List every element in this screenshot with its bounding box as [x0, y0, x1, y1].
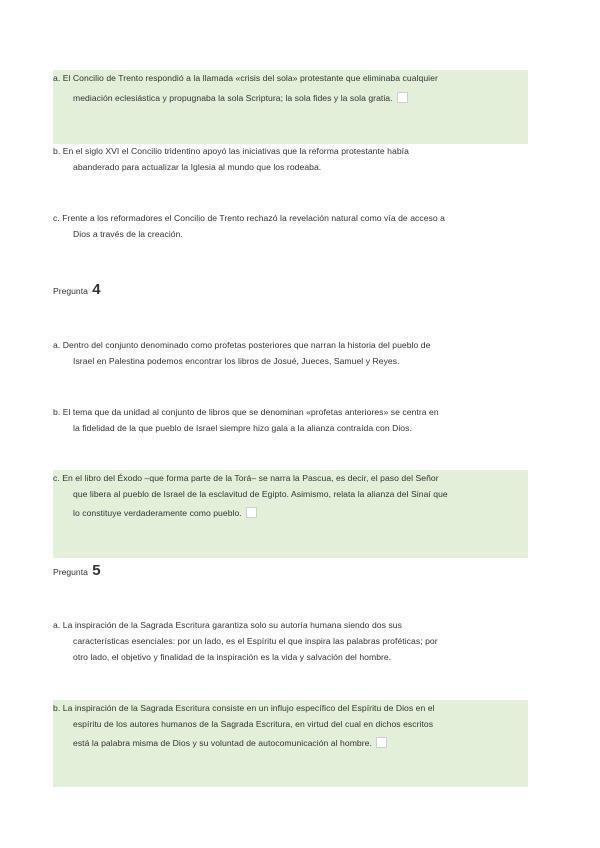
- option-text: En el libro del Éxodo –que forma parte de la Torá– se narra la Pascua, es decir, el paso del Señor: [62, 473, 439, 483]
- option-text-cont: abanderado para actualizar la Iglesia al mundo que los rodeaba.: [73, 162, 322, 172]
- q4-option-c[interactable]: [53, 470, 528, 558]
- question-label: Pregunta: [53, 567, 88, 577]
- option-text: Frente a los reformadores el Concilio de Trento rechazó la revelación natural como vía de acceso a: [62, 213, 445, 223]
- option-text-cont: otro lado, el objetivo y finalidad de la inspiración es la vida y salvación del hombre.: [73, 652, 392, 662]
- question-4-heading: [53, 281, 101, 298]
- option-text-cont: que libera al pueblo de Israel de la esclavitud de Egipto. Asimismo, relata la alianza del Sinaí que: [73, 489, 448, 499]
- option-letter: c.: [53, 213, 60, 223]
- q3-option-c[interactable]: [53, 210, 528, 242]
- option-text-cont: mediación eclesiástica y propugnaba la sola Scriptura; la sola fides y la sola gratia.: [73, 93, 393, 103]
- option-letter: a.: [53, 340, 61, 350]
- option-letter: b.: [53, 407, 61, 417]
- q4-option-a[interactable]: [53, 337, 528, 369]
- option-text-cont: Israel en Palestina podemos encontrar los libros de Josué, Jueces, Samuel y Reyes.: [73, 356, 400, 366]
- option-text: Dentro del conjunto denominado como profetas posteriores que narran la historia del pueblo de: [62, 340, 431, 350]
- option-text: La inspiración de la Sagrada Escritura garantiza solo su autoría humana siendo dos sus: [62, 620, 402, 630]
- option-text-cont: la fidelidad de la que pueblo de Israel siempre hizo gala a la alianza contraída con Dios.: [73, 423, 412, 433]
- option-text: El Concilio de Trento respondió a la llamada «crisis del sola» protestante que eliminaba cualquier: [62, 73, 438, 83]
- option-text: La inspiración de la Sagrada Escritura consiste en un influjo específico del Espíritu de Dios en el: [62, 703, 435, 713]
- question-number: 4: [92, 281, 101, 298]
- question-label: Pregunta: [53, 286, 88, 296]
- option-letter: a.: [53, 73, 61, 83]
- question-5-heading: [53, 562, 101, 579]
- option-text: El tema que da unidad al conjunto de libros que se denominan «profetas anteriores» se centra en: [62, 407, 439, 417]
- option-text: En el siglo XVI el Concilio tridentino apoyó las iniciativas que la reforma protestante había: [62, 146, 409, 156]
- question-number: 5: [92, 562, 101, 579]
- checkbox-icon[interactable]: [376, 737, 387, 748]
- option-text-cont: Dios a través de la creación.: [73, 229, 183, 239]
- q5-option-b[interactable]: [53, 700, 528, 787]
- q4-option-b[interactable]: [53, 404, 528, 436]
- q3-option-a[interactable]: [53, 70, 528, 144]
- option-text-cont: características esenciales: por un lado, es el Espíritu el que inspira las palabras proféticas; por: [73, 636, 438, 646]
- option-letter: c.: [53, 473, 60, 483]
- q3-option-b[interactable]: [53, 143, 528, 175]
- checkbox-icon[interactable]: [397, 92, 408, 103]
- option-letter: b.: [53, 703, 61, 713]
- checkbox-icon[interactable]: [246, 507, 257, 518]
- option-letter: b.: [53, 146, 61, 156]
- option-text-cont: lo constituye verdaderamente como pueblo.: [73, 508, 242, 518]
- option-text-cont: está la palabra misma de Dios y su voluntad de autocomunicación al hombre.: [73, 738, 372, 748]
- option-letter: a.: [53, 620, 61, 630]
- q5-option-a[interactable]: [53, 617, 528, 665]
- option-text-cont: espíritu de los autores humanos de la Sagrada Escritura, en virtud del cual en dichos escritos: [73, 719, 434, 729]
